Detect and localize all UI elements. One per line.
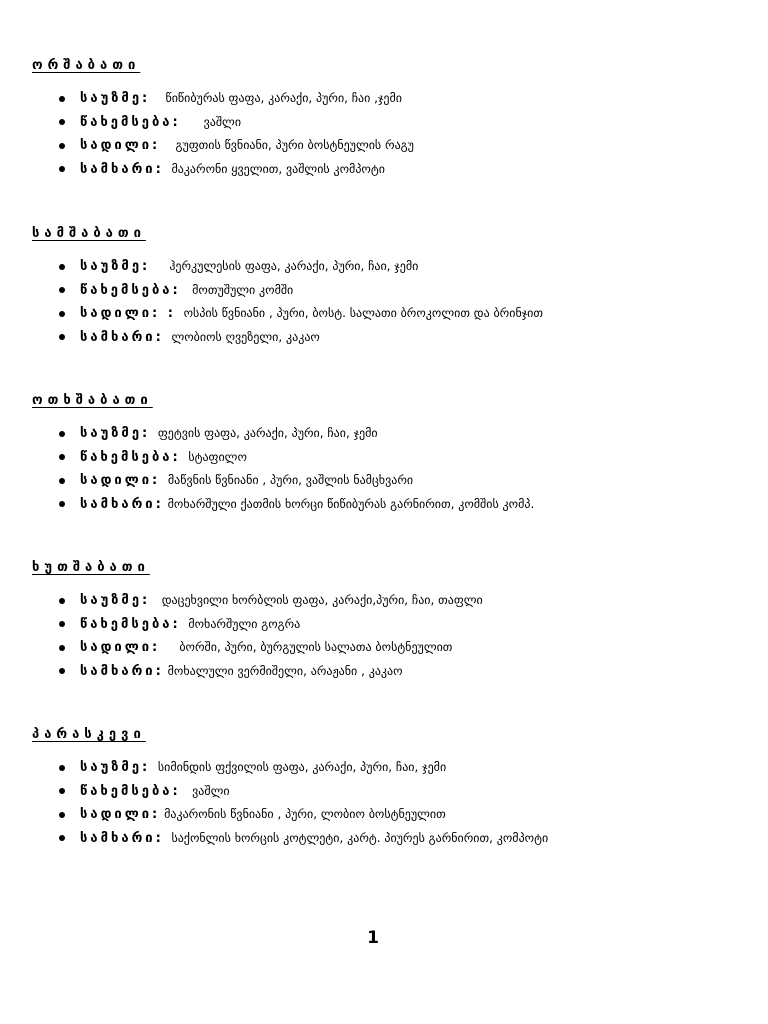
meal-text: ვაშლი bbox=[192, 783, 230, 798]
meal-label: სამხარი: bbox=[80, 663, 164, 679]
list-item bbox=[32, 780, 732, 804]
bullet-icon bbox=[59, 166, 65, 172]
bullet-icon bbox=[59, 478, 65, 484]
list-item bbox=[32, 636, 732, 660]
day-title: სამშაბათი bbox=[32, 226, 146, 241]
bullet-icon bbox=[59, 96, 65, 102]
bullet-icon bbox=[59, 311, 65, 317]
bullet-icon bbox=[59, 835, 65, 841]
bullet-icon bbox=[59, 143, 65, 149]
meal-text: ფეტვის ფაფა, კარაქი, პური, ჩაი, ჯემი bbox=[157, 426, 378, 440]
meal-label: სადილი: bbox=[80, 138, 161, 153]
meal-label: სამხარი: bbox=[80, 496, 164, 512]
bullet-icon bbox=[59, 454, 65, 460]
meal-text: გუფთის წვნიანი, პური ბოსტნეულის რაგუ bbox=[175, 138, 414, 152]
list-item bbox=[32, 446, 732, 470]
meal-text: ბორში, პური, ბურგულის სალათა ბოსტნეულით bbox=[179, 640, 453, 654]
meal-label: წახემსება: bbox=[80, 616, 181, 632]
bullet-icon bbox=[59, 334, 65, 340]
page-number: 1 bbox=[367, 928, 379, 948]
day-section-tuesday bbox=[32, 226, 732, 349]
bullet-icon bbox=[59, 621, 65, 627]
meal-text: მოხარშული გოგრა bbox=[188, 616, 301, 631]
list-item bbox=[32, 326, 732, 350]
list-item bbox=[32, 255, 732, 279]
meal-label: სადილი: : bbox=[80, 306, 176, 321]
meal-text: ოსპის წვნიანი , პური, ბოსტ. სალათი ბროკოლით და ბრინჯით bbox=[183, 306, 543, 320]
meal-label: საუზმე: bbox=[80, 426, 151, 441]
meal-list bbox=[32, 87, 732, 181]
meal-list bbox=[32, 756, 732, 850]
meal-label: სამხარი: bbox=[80, 161, 164, 177]
bullet-icon bbox=[59, 812, 65, 818]
meal-text: ვაშლი bbox=[203, 114, 242, 129]
meal-list bbox=[32, 422, 732, 516]
list-item bbox=[32, 803, 732, 827]
meal-label: სადილი: bbox=[80, 640, 161, 655]
meal-label: სადილი: bbox=[80, 807, 161, 822]
meal-text: მოთუშული კომში bbox=[192, 282, 294, 297]
day-section-wednesday bbox=[32, 393, 732, 516]
meal-label: საუზმე: bbox=[80, 760, 151, 775]
meal-text: მაკარონის წვნიანი , პური, ლობიო ბოსტნეულით bbox=[164, 807, 446, 821]
bullet-icon bbox=[59, 645, 65, 651]
meal-text: სიმინდის ფქვილის ფაფა, კარაქი, პური, ჩაი, ჯემი bbox=[157, 760, 447, 774]
list-item bbox=[32, 422, 732, 446]
meal-label: წახემსება: bbox=[80, 282, 181, 298]
bullet-icon bbox=[59, 431, 65, 437]
meal-text: მოხალული ვერმიშელი, არაჟანი , კაკაო bbox=[167, 663, 403, 678]
meal-label: საუზმე: bbox=[80, 91, 151, 106]
meal-text: ჰერკულესის ფაფა, კარაქი, პური, ჩაი, ჯემი bbox=[169, 259, 419, 273]
list-item bbox=[32, 756, 732, 780]
list-item bbox=[32, 279, 732, 303]
list-item bbox=[32, 87, 732, 111]
meal-text: მაწვნის წვნიანი , პური, ვაშლის ნამცხვარი bbox=[167, 473, 414, 487]
bullet-icon bbox=[59, 287, 65, 293]
meal-text: დაცეხვილი ხორბლის ფაფა, კარაქი,პური, ჩაი, თაფლი bbox=[161, 593, 483, 607]
bullet-icon bbox=[59, 668, 65, 674]
bullet-icon bbox=[59, 765, 65, 771]
day-section-friday bbox=[32, 727, 732, 850]
meal-text: მაკარონი ყველით, ვაშლის კომპოტი bbox=[171, 161, 385, 176]
bullet-icon bbox=[59, 119, 65, 125]
meal-label: სადილი: bbox=[80, 473, 161, 488]
day-section-thursday bbox=[32, 560, 732, 683]
day-section-monday bbox=[32, 58, 732, 181]
bullet-icon bbox=[59, 788, 65, 794]
meal-label: სამხარი: bbox=[80, 329, 164, 345]
day-title: ხუთშაბათი bbox=[32, 560, 150, 575]
list-item bbox=[32, 589, 732, 613]
meal-text: წიწიბურას ფაფა, კარაქი, პური, ჩაი ,ჯემი bbox=[165, 91, 403, 105]
list-item bbox=[32, 827, 732, 851]
day-title: ოთხშაბათი bbox=[32, 393, 153, 408]
list-item bbox=[32, 613, 732, 637]
meal-text: მოხარშული ქათმის ხორცი წიწიბურას გარნირით, კომშის კომპ. bbox=[167, 496, 535, 511]
list-item bbox=[32, 660, 732, 684]
bullet-icon bbox=[59, 264, 65, 270]
list-item bbox=[32, 469, 732, 493]
meal-label: საუზმე: bbox=[80, 259, 151, 274]
list-item bbox=[32, 158, 732, 182]
meal-text: სტაფილო bbox=[188, 449, 247, 464]
meal-list bbox=[32, 589, 732, 683]
day-title: პარასკევი bbox=[32, 727, 146, 742]
list-item bbox=[32, 134, 732, 158]
meal-label: წახემსება: bbox=[80, 449, 181, 465]
list-item bbox=[32, 493, 732, 517]
meal-text: ლობიოს ღვეზელი, კაკაო bbox=[171, 329, 320, 344]
meal-label: წახემსება: bbox=[80, 114, 181, 130]
list-item bbox=[32, 302, 732, 326]
bullet-icon bbox=[59, 501, 65, 507]
list-item bbox=[32, 111, 732, 135]
bullet-icon bbox=[59, 598, 65, 604]
meal-label: საუზმე: bbox=[80, 593, 151, 608]
meal-label: სამხარი: bbox=[80, 830, 164, 846]
meal-label: წახემსება: bbox=[80, 783, 181, 799]
meal-list bbox=[32, 255, 732, 349]
meal-text: საქონლის ხორცის კოტლეტი, კარტ. პიურეს გარნირით, კომპოტი bbox=[171, 830, 549, 845]
day-title: ორშაბათი bbox=[32, 58, 141, 73]
